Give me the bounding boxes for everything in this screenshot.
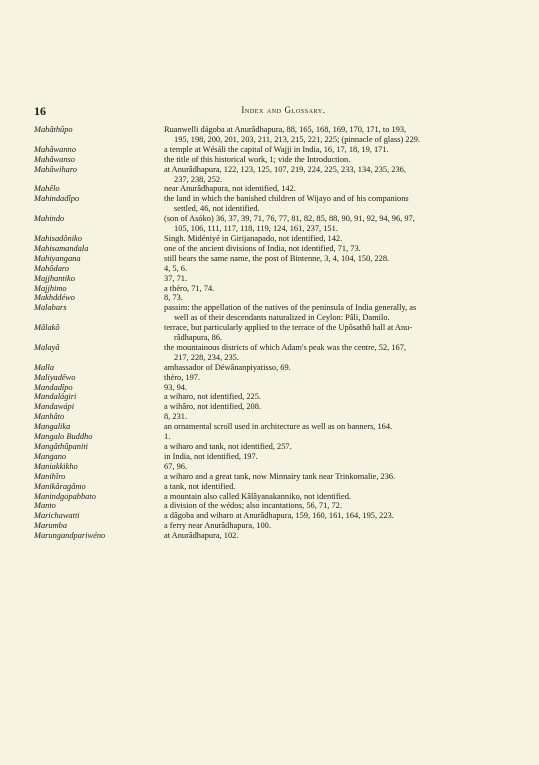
index-entry bbox=[34, 343, 514, 363]
index-entry bbox=[34, 452, 514, 462]
index-definition bbox=[164, 303, 514, 323]
index-entry bbox=[34, 274, 514, 284]
definition-line: 93, 94. bbox=[164, 382, 188, 392]
index-entry bbox=[34, 303, 514, 323]
index-term: Manindgopabbato bbox=[34, 491, 96, 501]
index-entry bbox=[34, 402, 514, 412]
index-entry bbox=[34, 214, 514, 234]
index-definition bbox=[164, 363, 514, 373]
definition-line: 67, 96. bbox=[164, 461, 188, 471]
definition-line: ambassador of Déwânanpiyatisso, 69. bbox=[164, 362, 291, 372]
definition-line: a mountain also called Kâlâyanakanniko, not identified. bbox=[164, 491, 351, 501]
index-definition bbox=[164, 402, 514, 412]
index-definition bbox=[164, 323, 514, 343]
index-definition bbox=[164, 373, 514, 383]
definition-line: terrace, but particularly applied to the terrace of the Upôsathô hall at Anu- bbox=[164, 323, 413, 333]
index-definition bbox=[164, 452, 514, 462]
definition-line: still bears the same name, the post of Bintenne, 3, 4, 104, 150, 228. bbox=[164, 253, 390, 263]
index-definition bbox=[164, 472, 514, 482]
index-entry bbox=[34, 145, 514, 155]
index-definition bbox=[164, 254, 514, 264]
index-term: Mandawápi bbox=[34, 402, 75, 412]
index-term: Mandalágiri bbox=[34, 392, 77, 402]
definition-line: a théro, 71, 74. bbox=[164, 283, 215, 293]
index-term: Mahiyangana bbox=[34, 253, 81, 263]
definition-line: a temple at Wésáli the capital of Wajji in India, 16, 17, 18, 19, 171. bbox=[164, 144, 389, 154]
definition-line: Ruanwelli dágoba at Anurâdhapura, 88, 165, 168, 169, 170, 171, to 193, bbox=[164, 125, 407, 134]
index-entry bbox=[34, 531, 514, 541]
index-entry bbox=[34, 363, 514, 373]
index-entry bbox=[34, 125, 514, 145]
index-entry bbox=[34, 383, 514, 393]
definition-line: the land in which the banished children of Wijayo and of his companions bbox=[164, 194, 409, 204]
index-term: Mangalo Buddho bbox=[34, 432, 93, 442]
index-term: Malla bbox=[34, 362, 55, 372]
index-term: Mahâwanno bbox=[34, 144, 76, 154]
index-term: Mangano bbox=[34, 451, 67, 461]
index-definition bbox=[164, 234, 514, 244]
index-entry bbox=[34, 462, 514, 472]
index-term: Mahâwanso bbox=[34, 154, 75, 164]
definition-line: the mountainous districts of which Adam's peak was the centre, 52, 167, bbox=[164, 342, 407, 352]
definition-line: in India, not identified, 197. bbox=[164, 451, 258, 461]
index-term: Mangâthûpaniti bbox=[34, 442, 88, 451]
definition-line: 217, 228, 234, 235. bbox=[174, 352, 239, 362]
index-term: Mahindo bbox=[34, 214, 65, 224]
index-definition bbox=[164, 412, 514, 422]
index-definition bbox=[164, 442, 514, 452]
definition-line: a tank, not identified. bbox=[164, 481, 236, 491]
index-entry bbox=[34, 482, 514, 492]
definition-line: well as of their descendants naturalized in Ceylon: Pâli, Damilo. bbox=[174, 313, 390, 323]
index-entry bbox=[34, 244, 514, 254]
definition-line: 237, 238, 252. bbox=[174, 174, 223, 184]
index-definition bbox=[164, 432, 514, 442]
index-term: Mahâthûpo bbox=[34, 125, 73, 134]
index-entry bbox=[34, 373, 514, 383]
index-entry bbox=[34, 323, 514, 343]
index-definition bbox=[164, 492, 514, 502]
index-term: Mahôdaro bbox=[34, 263, 70, 273]
index-entry bbox=[34, 412, 514, 422]
definition-line: 4, 5, 6. bbox=[164, 263, 188, 273]
definition-line: a division of the wédos; also incantations, 56, 71, 72. bbox=[164, 501, 342, 511]
index-definition bbox=[164, 165, 514, 185]
index-term: Marungandpariwéno bbox=[34, 531, 106, 541]
index-entry bbox=[34, 284, 514, 294]
index-definition bbox=[164, 145, 514, 155]
index-definition bbox=[164, 184, 514, 194]
index-definition bbox=[164, 284, 514, 294]
index-entry bbox=[34, 155, 514, 165]
index-term: Majjhantiko bbox=[34, 273, 75, 283]
index-definition bbox=[164, 422, 514, 432]
index-term: Mahâwiharo bbox=[34, 164, 77, 174]
index-definition bbox=[164, 244, 514, 254]
index-entry bbox=[34, 254, 514, 264]
index-term: Manikâragâmo bbox=[34, 481, 86, 491]
definition-line: 195, 198, 200, 201, 203, 211, 213, 215, 221, 225; (pinnacle of glass) 229. bbox=[174, 134, 421, 144]
definition-line: a wiharo, not identified, 225. bbox=[164, 392, 261, 402]
index-term: Mahisadôniko bbox=[34, 233, 82, 243]
index-term: Mahisamandala bbox=[34, 243, 89, 253]
index-term: Mandadîpo bbox=[34, 382, 73, 392]
index-term: Mâlakô bbox=[34, 323, 60, 333]
index-definition bbox=[164, 462, 514, 472]
index-definition bbox=[164, 293, 514, 303]
index-term: Majjhimo bbox=[34, 283, 67, 293]
index-entry bbox=[34, 492, 514, 502]
definition-line: passim: the appellation of the natives of the peninsula of India generally, as bbox=[164, 303, 417, 313]
index-term: Malabars bbox=[34, 303, 67, 313]
index-term: Mangalika bbox=[34, 422, 71, 432]
definition-line: a ferry near Anurâdhapura, 100. bbox=[164, 521, 271, 531]
definition-line: a dâgoba and wiharo at Anurâdhapura, 159, 160, 161, 164, 195, 223. bbox=[164, 511, 394, 521]
definition-line: settled, 46, not identified. bbox=[174, 204, 260, 214]
index-entry bbox=[34, 472, 514, 482]
definition-line: théro, 197. bbox=[164, 372, 201, 382]
definition-line: near Anurâdhapura, not identified, 142. bbox=[164, 184, 296, 194]
index-term: Maliyadêwo bbox=[34, 372, 76, 382]
index-entry bbox=[34, 501, 514, 511]
index-entry bbox=[34, 165, 514, 185]
index-entry bbox=[34, 442, 514, 452]
index-term: Marumba bbox=[34, 521, 68, 531]
index-definition bbox=[164, 383, 514, 393]
index-entries bbox=[34, 125, 514, 541]
index-entry bbox=[34, 234, 514, 244]
definition-line: the title of this historical work, 1; vide the Introduction. bbox=[164, 154, 351, 164]
definition-line: an ornamental scroll used in architecture as well as on banners, 164. bbox=[164, 422, 393, 432]
index-term: Mahêlo bbox=[34, 184, 60, 194]
index-definition bbox=[164, 482, 514, 492]
index-term: Manihîro bbox=[34, 471, 66, 481]
index-entry bbox=[34, 511, 514, 521]
index-definition bbox=[164, 214, 514, 234]
page-number: 16 bbox=[34, 104, 46, 118]
definition-line: râdhapura, 86. bbox=[174, 333, 223, 343]
index-term: Mahindadîpo bbox=[34, 194, 80, 204]
index-definition bbox=[164, 155, 514, 165]
index-definition bbox=[164, 521, 514, 531]
index-term: Manhâto bbox=[34, 412, 65, 422]
index-term: Manto bbox=[34, 501, 56, 511]
definition-line: (son of Asóko) 36, 37, 39, 71, 76, 77, 81, 82, 85, 88, 90, 91, 92, 94, 96, 97, bbox=[164, 214, 415, 224]
definition-line: 37, 71. bbox=[164, 273, 188, 283]
index-definition bbox=[164, 392, 514, 402]
index-entry bbox=[34, 521, 514, 531]
index-definition bbox=[164, 194, 514, 214]
index-definition bbox=[164, 264, 514, 274]
index-definition bbox=[164, 511, 514, 521]
index-entry bbox=[34, 264, 514, 274]
index-entry bbox=[34, 194, 514, 214]
index-entry bbox=[34, 184, 514, 194]
running-head: Index and Glossary. bbox=[241, 105, 326, 115]
index-entry bbox=[34, 422, 514, 432]
definition-line: at Anurâdhapura, 102. bbox=[164, 531, 239, 541]
definition-line: 1. bbox=[164, 432, 171, 442]
definition-line: a wiharo and tank, not identified, 257. bbox=[164, 442, 292, 451]
definition-line: one of the ancient divisions of India, not identified, 71, 73. bbox=[164, 243, 361, 253]
index-term: Marichawatti bbox=[34, 511, 80, 521]
definition-line: a wiharo and a great tank, now Minnairy tank near Trinkomalie, 236. bbox=[164, 471, 396, 481]
index-definition bbox=[164, 343, 514, 363]
index-definition bbox=[164, 274, 514, 284]
definition-line: 105, 106, 111, 117, 118, 119, 124, 161, 237, 151. bbox=[174, 224, 338, 234]
index-entry bbox=[34, 432, 514, 442]
index-entry bbox=[34, 293, 514, 303]
index-entry bbox=[34, 392, 514, 402]
index-term: Maniakkikho bbox=[34, 461, 78, 471]
definition-line: a wihâro, not identified, 208. bbox=[164, 402, 261, 412]
index-definition bbox=[164, 531, 514, 541]
index-definition bbox=[164, 501, 514, 511]
definition-line: 8, 231. bbox=[164, 412, 188, 422]
index-term: Malayâ bbox=[34, 342, 60, 352]
definition-line: Singh. Midéniyé in Girijanapado, not identified, 142. bbox=[164, 233, 343, 243]
index-term: Makhddéwo bbox=[34, 293, 75, 303]
index-definition bbox=[164, 125, 514, 145]
definition-line: 8, 73. bbox=[164, 293, 183, 303]
definition-line: at Anurâdhapura, 122, 123, 125, 107, 219, 224, 225, 233, 134, 235, 236, bbox=[164, 164, 406, 174]
